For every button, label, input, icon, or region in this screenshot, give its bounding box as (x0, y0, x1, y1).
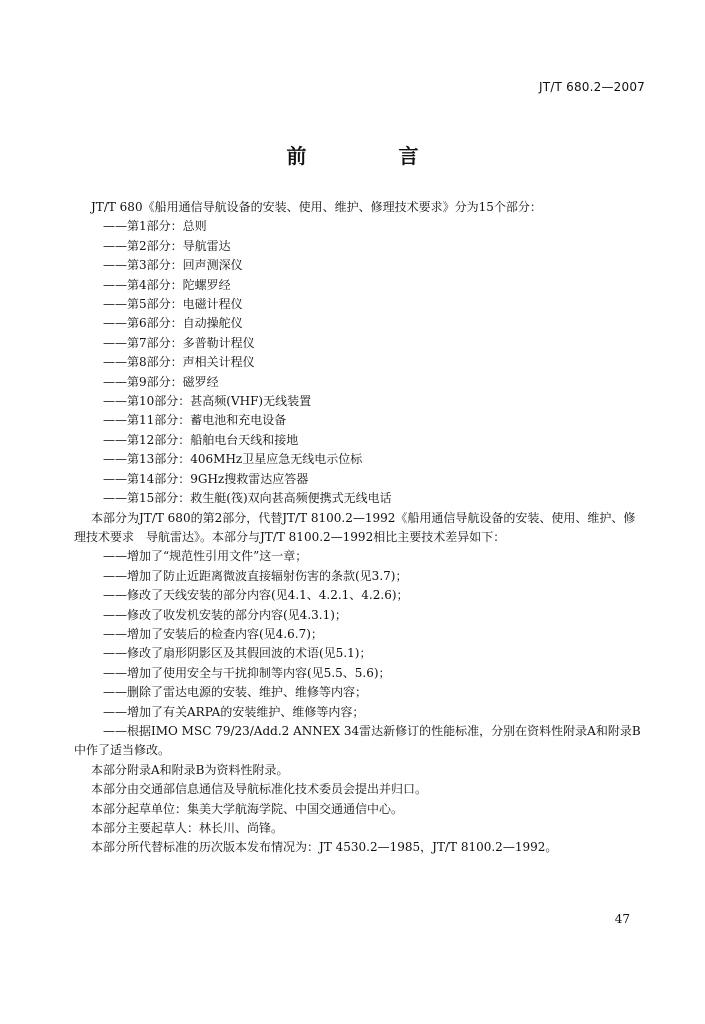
list-item: ——第9部分：磁罗经 (103, 374, 219, 389)
list-item: ——第2部分：导航雷达 (103, 238, 231, 253)
paragraph: 本部分附录A和附录B为资料性附录。 (91, 762, 289, 777)
list-item: ——修改了收发机安装的部分内容(见4.3.1)； (103, 607, 347, 622)
paragraph: 本部分由交通部信息通信及导航标准化技术委员会提出并归口。 (91, 782, 428, 797)
list-item: ——根据IMO MSC 79/23/Add.2 ANNEX 34雷达新修订的性能标准，分别在资料性附录A和附录B中作了适当修改。 (74, 723, 641, 758)
list-item: ——增加了安装后的检查内容(见4.6.7)； (103, 626, 323, 641)
list-item: ——第14部分：9GHz搜救雷达应答器 (103, 471, 309, 486)
list-item: ——增加了使用安全与干扰抑制等内容(见5.5、5.6)； (103, 665, 391, 680)
list-item: ——第13部分：406MHz卫星应急无线电示位标 (103, 452, 363, 467)
page-title: 前 言 (286, 144, 455, 168)
paragraph: 本部分所代替标准的历次版本发布情况为：JT 4530.2—1985，JT/T 8100.2—1992。 (91, 840, 558, 855)
list-item: ——第8部分：声相关计程仪 (103, 355, 255, 370)
page-number: 47 (614, 912, 630, 926)
paragraph: 本部分主要起草人：林长川、尚锋。 (91, 821, 284, 835)
foreword-body (74, 198, 644, 858)
list-item: ——第5部分：电磁计程仪 (103, 297, 243, 312)
list-item: ——第15部分：救生艇(筏)双向甚高频便携式无线电话 (103, 491, 392, 506)
list-item: ——第3部分：回声测深仪 (103, 258, 243, 273)
list-item: ——第6部分：自动操舵仪 (103, 316, 243, 331)
intro-paragraph: JT/T 680《船用通信导航设备的安装、使用、维护、修理技术要求》分为15个部分： (91, 200, 542, 214)
replacement-paragraph: 本部分为JT/T 680的第2部分，代替JT/T 8100.2—1992《船用通信导航设备的安装、使用、维护、修理技术要求 导航雷达》。本部分与JT/T 8100.2—1992相比主要技术差异如下： (74, 510, 636, 544)
list-item: ——第4部分：陀螺罗经 (103, 277, 231, 292)
document-id: JT/T 680.2—2007 (539, 80, 645, 94)
list-item: ——修改了扇形阴影区及其假回波的术语(见5.1)； (103, 646, 372, 661)
list-item: ——第12部分：船舶电台天线和接地 (103, 432, 299, 447)
list-item: ——第7部分：多普勒计程仪 (103, 335, 255, 350)
parts-list (74, 217, 644, 508)
list-item: ——删除了雷达电源的安装、维护、维修等内容； (103, 685, 368, 700)
list-item: ——第1部分：总则 (103, 219, 207, 234)
paragraph: 本部分起草单位：集美大学航海学院、中国交通通信中心。 (91, 801, 404, 816)
list-item: ——增加了“规范性引用文件”这一章； (103, 549, 308, 564)
list-item: ——修改了天线安装的部分内容(见4.1、4.2.1、4.2.6)； (103, 588, 409, 603)
list-item: ——第11部分：蓄电池和充电设备 (103, 413, 287, 428)
closing-paragraphs (74, 761, 644, 858)
list-item: ——第10部分：甚高频(VHF)无线装置 (103, 394, 312, 409)
list-item: ——增加了防止近距离微波直接辐射伤害的条款(见3.7)； (103, 568, 408, 583)
changes-list (74, 547, 644, 760)
list-item: ——增加了有关ARPA的安装维护、维修等内容； (103, 704, 365, 719)
